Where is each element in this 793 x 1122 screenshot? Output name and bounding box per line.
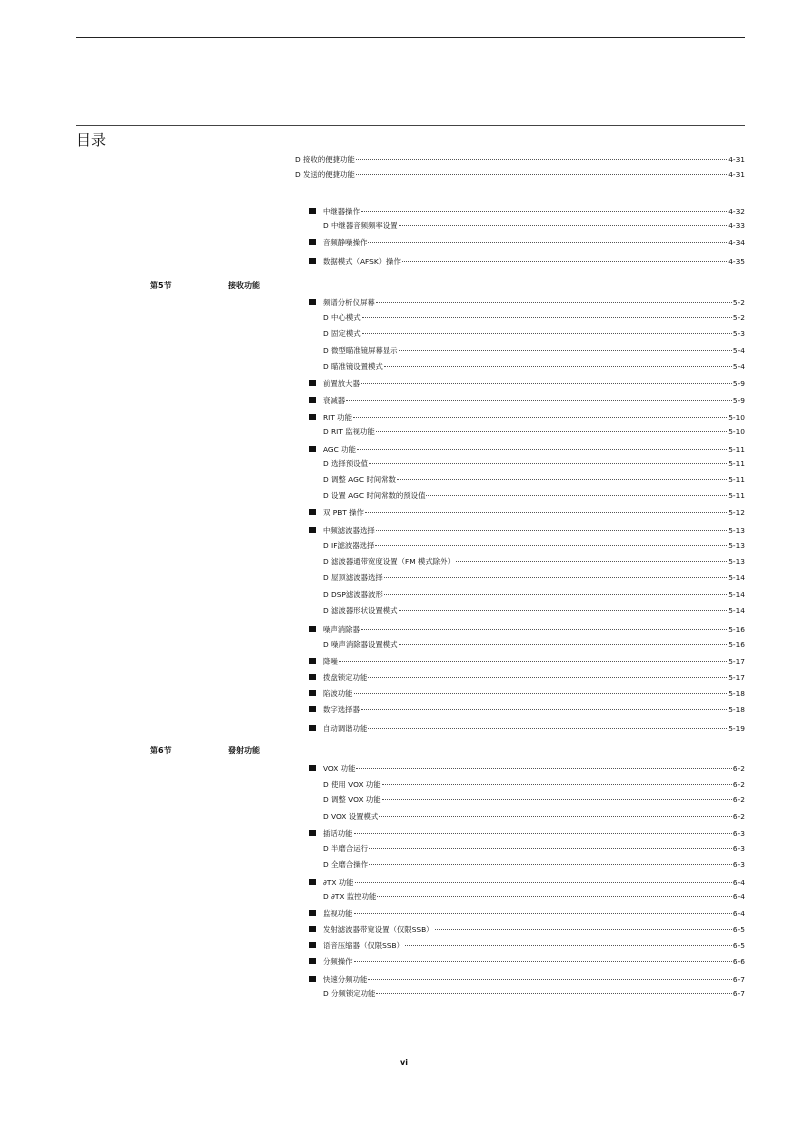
toc-entry bbox=[323, 908, 745, 919]
toc-entry-title: 分频操作 bbox=[323, 957, 353, 966]
toc-entry bbox=[323, 763, 745, 774]
toc-entry-page: 5-12 bbox=[728, 508, 745, 517]
dot-leader bbox=[356, 174, 727, 175]
toc-entry-page: 5-19 bbox=[728, 724, 745, 733]
toc-entry-title: 中继器操作 bbox=[323, 207, 360, 216]
dot-leader bbox=[365, 512, 727, 513]
square-bullet-icon bbox=[309, 208, 316, 214]
dot-leader bbox=[354, 961, 732, 962]
toc-entry-page: 5-9 bbox=[732, 396, 745, 405]
toc-entry bbox=[323, 828, 745, 839]
toc-entry-title: D RIT 监视功能 bbox=[323, 427, 375, 436]
toc-entry bbox=[295, 154, 745, 165]
toc-entry bbox=[323, 426, 745, 437]
toc-entry-page: 4-34 bbox=[728, 238, 745, 247]
toc-entry-title: 中频滤波器选择 bbox=[323, 526, 375, 535]
dot-leader bbox=[369, 864, 732, 865]
dot-leader bbox=[353, 417, 727, 418]
toc-entry-page: 5-10 bbox=[728, 427, 745, 436]
toc-entry bbox=[323, 859, 745, 870]
dot-leader bbox=[375, 545, 727, 546]
section-6-title: 發射功能 bbox=[228, 746, 260, 755]
toc-entry bbox=[323, 237, 745, 248]
toc-entry bbox=[323, 556, 745, 567]
toc-entry bbox=[323, 605, 745, 616]
toc-entry-page: 5-2 bbox=[732, 313, 745, 322]
toc-entry bbox=[323, 688, 745, 699]
square-bullet-icon bbox=[309, 690, 316, 696]
toc-entry-page: 6-2 bbox=[732, 812, 745, 821]
square-bullet-icon bbox=[309, 765, 316, 771]
toc-entry bbox=[323, 572, 745, 583]
toc-entry-page: 5-17 bbox=[728, 673, 745, 682]
toc-entry bbox=[323, 256, 745, 267]
toc-entry bbox=[323, 297, 745, 308]
dot-leader bbox=[405, 945, 732, 946]
square-bullet-icon bbox=[309, 446, 316, 452]
toc-entry-title: 双 PBT 操作 bbox=[323, 508, 364, 517]
dot-leader bbox=[435, 929, 732, 930]
toc-entry-title: D 选择预设值 bbox=[323, 459, 368, 468]
toc-entry-page: 5-17 bbox=[728, 657, 745, 666]
toc-entry-page: 5-16 bbox=[728, 640, 745, 649]
square-bullet-icon bbox=[309, 509, 316, 515]
dot-leader bbox=[354, 913, 732, 914]
toc-entry bbox=[323, 624, 745, 635]
square-bullet-icon bbox=[309, 397, 316, 403]
dot-leader bbox=[399, 350, 732, 351]
square-bullet-icon bbox=[309, 942, 316, 948]
toc-entry-page: 5-4 bbox=[732, 362, 745, 371]
toc-entry-page: 5-16 bbox=[728, 625, 745, 634]
toc-entry-title: D 分频锁定功能 bbox=[323, 989, 376, 998]
toc-entry-page: 6-4 bbox=[732, 892, 745, 901]
toc-entry-title: D 半磨合运行 bbox=[323, 844, 368, 853]
dot-leader bbox=[355, 882, 732, 883]
toc-entry-page: 6-5 bbox=[732, 941, 745, 950]
dot-leader bbox=[382, 784, 732, 785]
square-bullet-icon bbox=[309, 976, 316, 982]
toc-entry-page: 5-13 bbox=[728, 526, 745, 535]
toc-entry-title: 音频静噪操作 bbox=[323, 238, 368, 247]
section-6-number: 第6节 bbox=[150, 746, 172, 755]
toc-entry-page: 6-4 bbox=[732, 878, 745, 887]
toc-entry-title: D 设置 AGC 时间常数的预设值 bbox=[323, 491, 426, 500]
toc-entry bbox=[323, 956, 745, 967]
dot-leader bbox=[376, 302, 732, 303]
toc-entry bbox=[323, 924, 745, 935]
toc-entry-title: VOX 功能 bbox=[323, 764, 356, 773]
toc-entry-page: 5-11 bbox=[728, 445, 745, 454]
toc-entry bbox=[323, 672, 745, 683]
toc-entry-page: 6-5 bbox=[732, 925, 745, 934]
toc-entry-title: D 中心模式 bbox=[323, 313, 361, 322]
toc-entry-title: D ∂TX 监控功能 bbox=[323, 892, 377, 901]
toc-entry bbox=[323, 639, 745, 650]
toc-entry-page: 4-31 bbox=[728, 155, 745, 164]
toc-entry bbox=[323, 328, 745, 339]
dot-leader bbox=[456, 561, 727, 562]
dot-leader bbox=[368, 677, 727, 678]
square-bullet-icon bbox=[309, 725, 316, 731]
toc-entry-page: 5-11 bbox=[728, 475, 745, 484]
toc-entry-page: 4-33 bbox=[728, 221, 745, 230]
dot-leader bbox=[384, 366, 732, 367]
dot-leader bbox=[384, 577, 727, 578]
toc-entry-title: D VOX 设置模式 bbox=[323, 812, 379, 821]
square-bullet-icon bbox=[309, 674, 316, 680]
dot-leader bbox=[357, 449, 727, 450]
dot-leader bbox=[399, 644, 728, 645]
toc-entry-title: D DSP滤波器波形 bbox=[323, 590, 383, 599]
toc-entry-title: D 调整 VOX 功能 bbox=[323, 795, 381, 804]
toc-entry-title: D 发送的便捷功能 bbox=[295, 170, 355, 179]
toc-entry-title: 快速分频功能 bbox=[323, 975, 368, 984]
toc-entry bbox=[323, 779, 745, 790]
title-rule bbox=[76, 125, 745, 126]
square-bullet-icon bbox=[309, 239, 316, 245]
square-bullet-icon bbox=[309, 414, 316, 420]
square-bullet-icon bbox=[309, 879, 316, 885]
dot-leader bbox=[346, 400, 732, 401]
toc-entry bbox=[323, 843, 745, 854]
square-bullet-icon bbox=[309, 626, 316, 632]
toc-entry bbox=[323, 811, 745, 822]
dot-leader bbox=[361, 709, 727, 710]
dot-leader bbox=[361, 211, 727, 212]
toc-entry-page: 5-9 bbox=[732, 379, 745, 388]
dot-leader bbox=[376, 993, 732, 994]
toc-entry-title: D 滤波器通带宽度设置（FM 模式除外） bbox=[323, 557, 455, 566]
toc-entry bbox=[323, 458, 745, 469]
toc-entry bbox=[323, 940, 745, 951]
toc-entry bbox=[323, 988, 745, 999]
toc-entry bbox=[323, 378, 745, 389]
dot-leader bbox=[354, 693, 728, 694]
dot-leader bbox=[354, 833, 732, 834]
toc-entry-title: D 微型瞄准镜屏幕显示 bbox=[323, 346, 398, 355]
dot-leader bbox=[402, 261, 727, 262]
dot-leader bbox=[377, 896, 732, 897]
section-5-title: 接收功能 bbox=[228, 281, 260, 290]
toc-entry-page: 5-4 bbox=[732, 346, 745, 355]
toc-entry-title: 降噪 bbox=[323, 657, 338, 666]
square-bullet-icon bbox=[309, 299, 316, 305]
toc-entry-page: 5-14 bbox=[728, 573, 745, 582]
toc-entry bbox=[323, 412, 745, 423]
toc-entry-page: 6-4 bbox=[732, 909, 745, 918]
toc-entry-title: 语音压缩器（仅限SSB） bbox=[323, 941, 404, 950]
toc-entry-title: 数字选择器 bbox=[323, 705, 360, 714]
toc-entry bbox=[323, 220, 745, 231]
dot-leader bbox=[356, 768, 731, 769]
toc-entry bbox=[323, 974, 745, 985]
dot-leader bbox=[426, 495, 727, 496]
toc-entry-title: D IF滤波器选择 bbox=[323, 541, 375, 550]
dot-leader bbox=[356, 159, 727, 160]
toc-entry-title: ∂TX 功能 bbox=[323, 878, 354, 887]
toc-entry bbox=[323, 312, 745, 323]
toc-entry-page: 5-14 bbox=[728, 590, 745, 599]
toc-entry-page: 5-10 bbox=[728, 413, 745, 422]
square-bullet-icon bbox=[309, 830, 316, 836]
square-bullet-icon bbox=[309, 910, 316, 916]
toc-entry bbox=[295, 169, 745, 180]
toc-entry-page: 5-13 bbox=[728, 541, 745, 550]
toc-entry bbox=[323, 656, 745, 667]
toc-entry-page: 5-18 bbox=[728, 705, 745, 714]
dot-leader bbox=[369, 848, 732, 849]
square-bullet-icon bbox=[309, 380, 316, 386]
square-bullet-icon bbox=[309, 958, 316, 964]
toc-entry bbox=[323, 490, 745, 501]
dot-leader bbox=[399, 610, 728, 611]
toc-entry-title: RIT 功能 bbox=[323, 413, 352, 422]
toc-entry bbox=[323, 723, 745, 734]
toc-entry-title: 发射滤波器带宽设置（仅限SSB） bbox=[323, 925, 434, 934]
toc-entry-title: 衰减器 bbox=[323, 396, 346, 405]
toc-entry bbox=[323, 704, 745, 715]
toc-entry bbox=[323, 474, 745, 485]
toc-entry-page: 6-3 bbox=[732, 844, 745, 853]
dot-leader bbox=[368, 728, 727, 729]
square-bullet-icon bbox=[309, 926, 316, 932]
toc-entry-page: 6-2 bbox=[732, 780, 745, 789]
toc-entry-title: D 瞄准镜设置模式 bbox=[323, 362, 383, 371]
dot-leader bbox=[376, 530, 727, 531]
dot-leader bbox=[362, 333, 732, 334]
toc-entry-page: 6-6 bbox=[732, 957, 745, 966]
toc-entry-page: 6-2 bbox=[732, 764, 745, 773]
toc-entry-title: D 调整 AGC 时间常数 bbox=[323, 475, 396, 484]
toc-entry-page: 6-2 bbox=[732, 795, 745, 804]
toc-entry-title: 插话功能 bbox=[323, 829, 353, 838]
dot-leader bbox=[339, 661, 727, 662]
toc-entry-title: 数据模式（AFSK）操作 bbox=[323, 257, 401, 266]
toc-entry bbox=[323, 540, 745, 551]
dot-leader bbox=[362, 317, 732, 318]
toc-entry-page: 5-18 bbox=[728, 689, 745, 698]
dot-leader bbox=[361, 383, 732, 384]
header-rule bbox=[76, 37, 745, 38]
page-title: 目录 bbox=[76, 131, 107, 149]
dot-leader bbox=[376, 431, 727, 432]
toc-entry bbox=[323, 361, 745, 372]
toc-entry-page: 5-11 bbox=[728, 459, 745, 468]
dot-leader bbox=[399, 225, 728, 226]
section-5-number: 第5节 bbox=[150, 281, 172, 290]
dot-leader bbox=[382, 799, 732, 800]
square-bullet-icon bbox=[309, 658, 316, 664]
toc-entry bbox=[323, 794, 745, 805]
toc-entry-page: 5-13 bbox=[728, 557, 745, 566]
dot-leader bbox=[368, 979, 732, 980]
dot-leader bbox=[368, 242, 727, 243]
toc-entry-page: 4-32 bbox=[728, 207, 745, 216]
toc-entry bbox=[323, 507, 745, 518]
toc-entry bbox=[323, 345, 745, 356]
toc-entry bbox=[323, 877, 745, 888]
toc-entry bbox=[323, 589, 745, 600]
toc-entry-page: 4-31 bbox=[728, 170, 745, 179]
toc-entry-title: 前置放大器 bbox=[323, 379, 360, 388]
dot-leader bbox=[369, 463, 727, 464]
page-number: vi bbox=[400, 1058, 408, 1067]
dot-leader bbox=[397, 479, 727, 480]
toc-entry bbox=[323, 891, 745, 902]
square-bullet-icon bbox=[309, 258, 316, 264]
dot-leader bbox=[361, 629, 727, 630]
square-bullet-icon bbox=[309, 527, 316, 533]
toc-entry-title: 频谱分析仪屏幕 bbox=[323, 298, 375, 307]
toc-entry-title: D 中继器音频频率设置 bbox=[323, 221, 398, 230]
toc-entry-page: 6-3 bbox=[732, 860, 745, 869]
toc-entry-page: 5-14 bbox=[728, 606, 745, 615]
toc-entry-title: D 屋顶滤波器选择 bbox=[323, 573, 383, 582]
toc-entry-title: D 接收的便捷功能 bbox=[295, 155, 355, 164]
square-bullet-icon bbox=[309, 706, 316, 712]
toc-entry-title: D 滤波器形状设置模式 bbox=[323, 606, 398, 615]
toc-entry bbox=[323, 395, 745, 406]
toc-entry-title: D 噪声消除器设置模式 bbox=[323, 640, 398, 649]
toc-entry-page: 4-35 bbox=[728, 257, 745, 266]
toc-entry-page: 5-3 bbox=[732, 329, 745, 338]
toc-entry-title: 拨盘锁定功能 bbox=[323, 673, 368, 682]
toc-entry-page: 5-2 bbox=[732, 298, 745, 307]
dot-leader bbox=[379, 816, 732, 817]
toc-entry-page: 5-11 bbox=[728, 491, 745, 500]
toc-entry-title: 陷波功能 bbox=[323, 689, 353, 698]
toc-entry bbox=[323, 525, 745, 536]
toc-entry-page: 6-7 bbox=[732, 989, 745, 998]
toc-entry-title: 自动调谐功能 bbox=[323, 724, 368, 733]
toc-entry-title: 监视功能 bbox=[323, 909, 353, 918]
toc-entry bbox=[323, 206, 745, 217]
dot-leader bbox=[384, 594, 727, 595]
toc-entry bbox=[323, 444, 745, 455]
toc-entry-title: D 全磨合操作 bbox=[323, 860, 368, 869]
toc-entry-title: AGC 功能 bbox=[323, 445, 356, 454]
toc-entry-page: 6-3 bbox=[732, 829, 745, 838]
toc-entry-title: 噪声消除器 bbox=[323, 625, 360, 634]
toc-entry-title: D 固定模式 bbox=[323, 329, 361, 338]
toc-entry-title: D 使用 VOX 功能 bbox=[323, 780, 381, 789]
toc-entry-page: 6-7 bbox=[732, 975, 745, 984]
